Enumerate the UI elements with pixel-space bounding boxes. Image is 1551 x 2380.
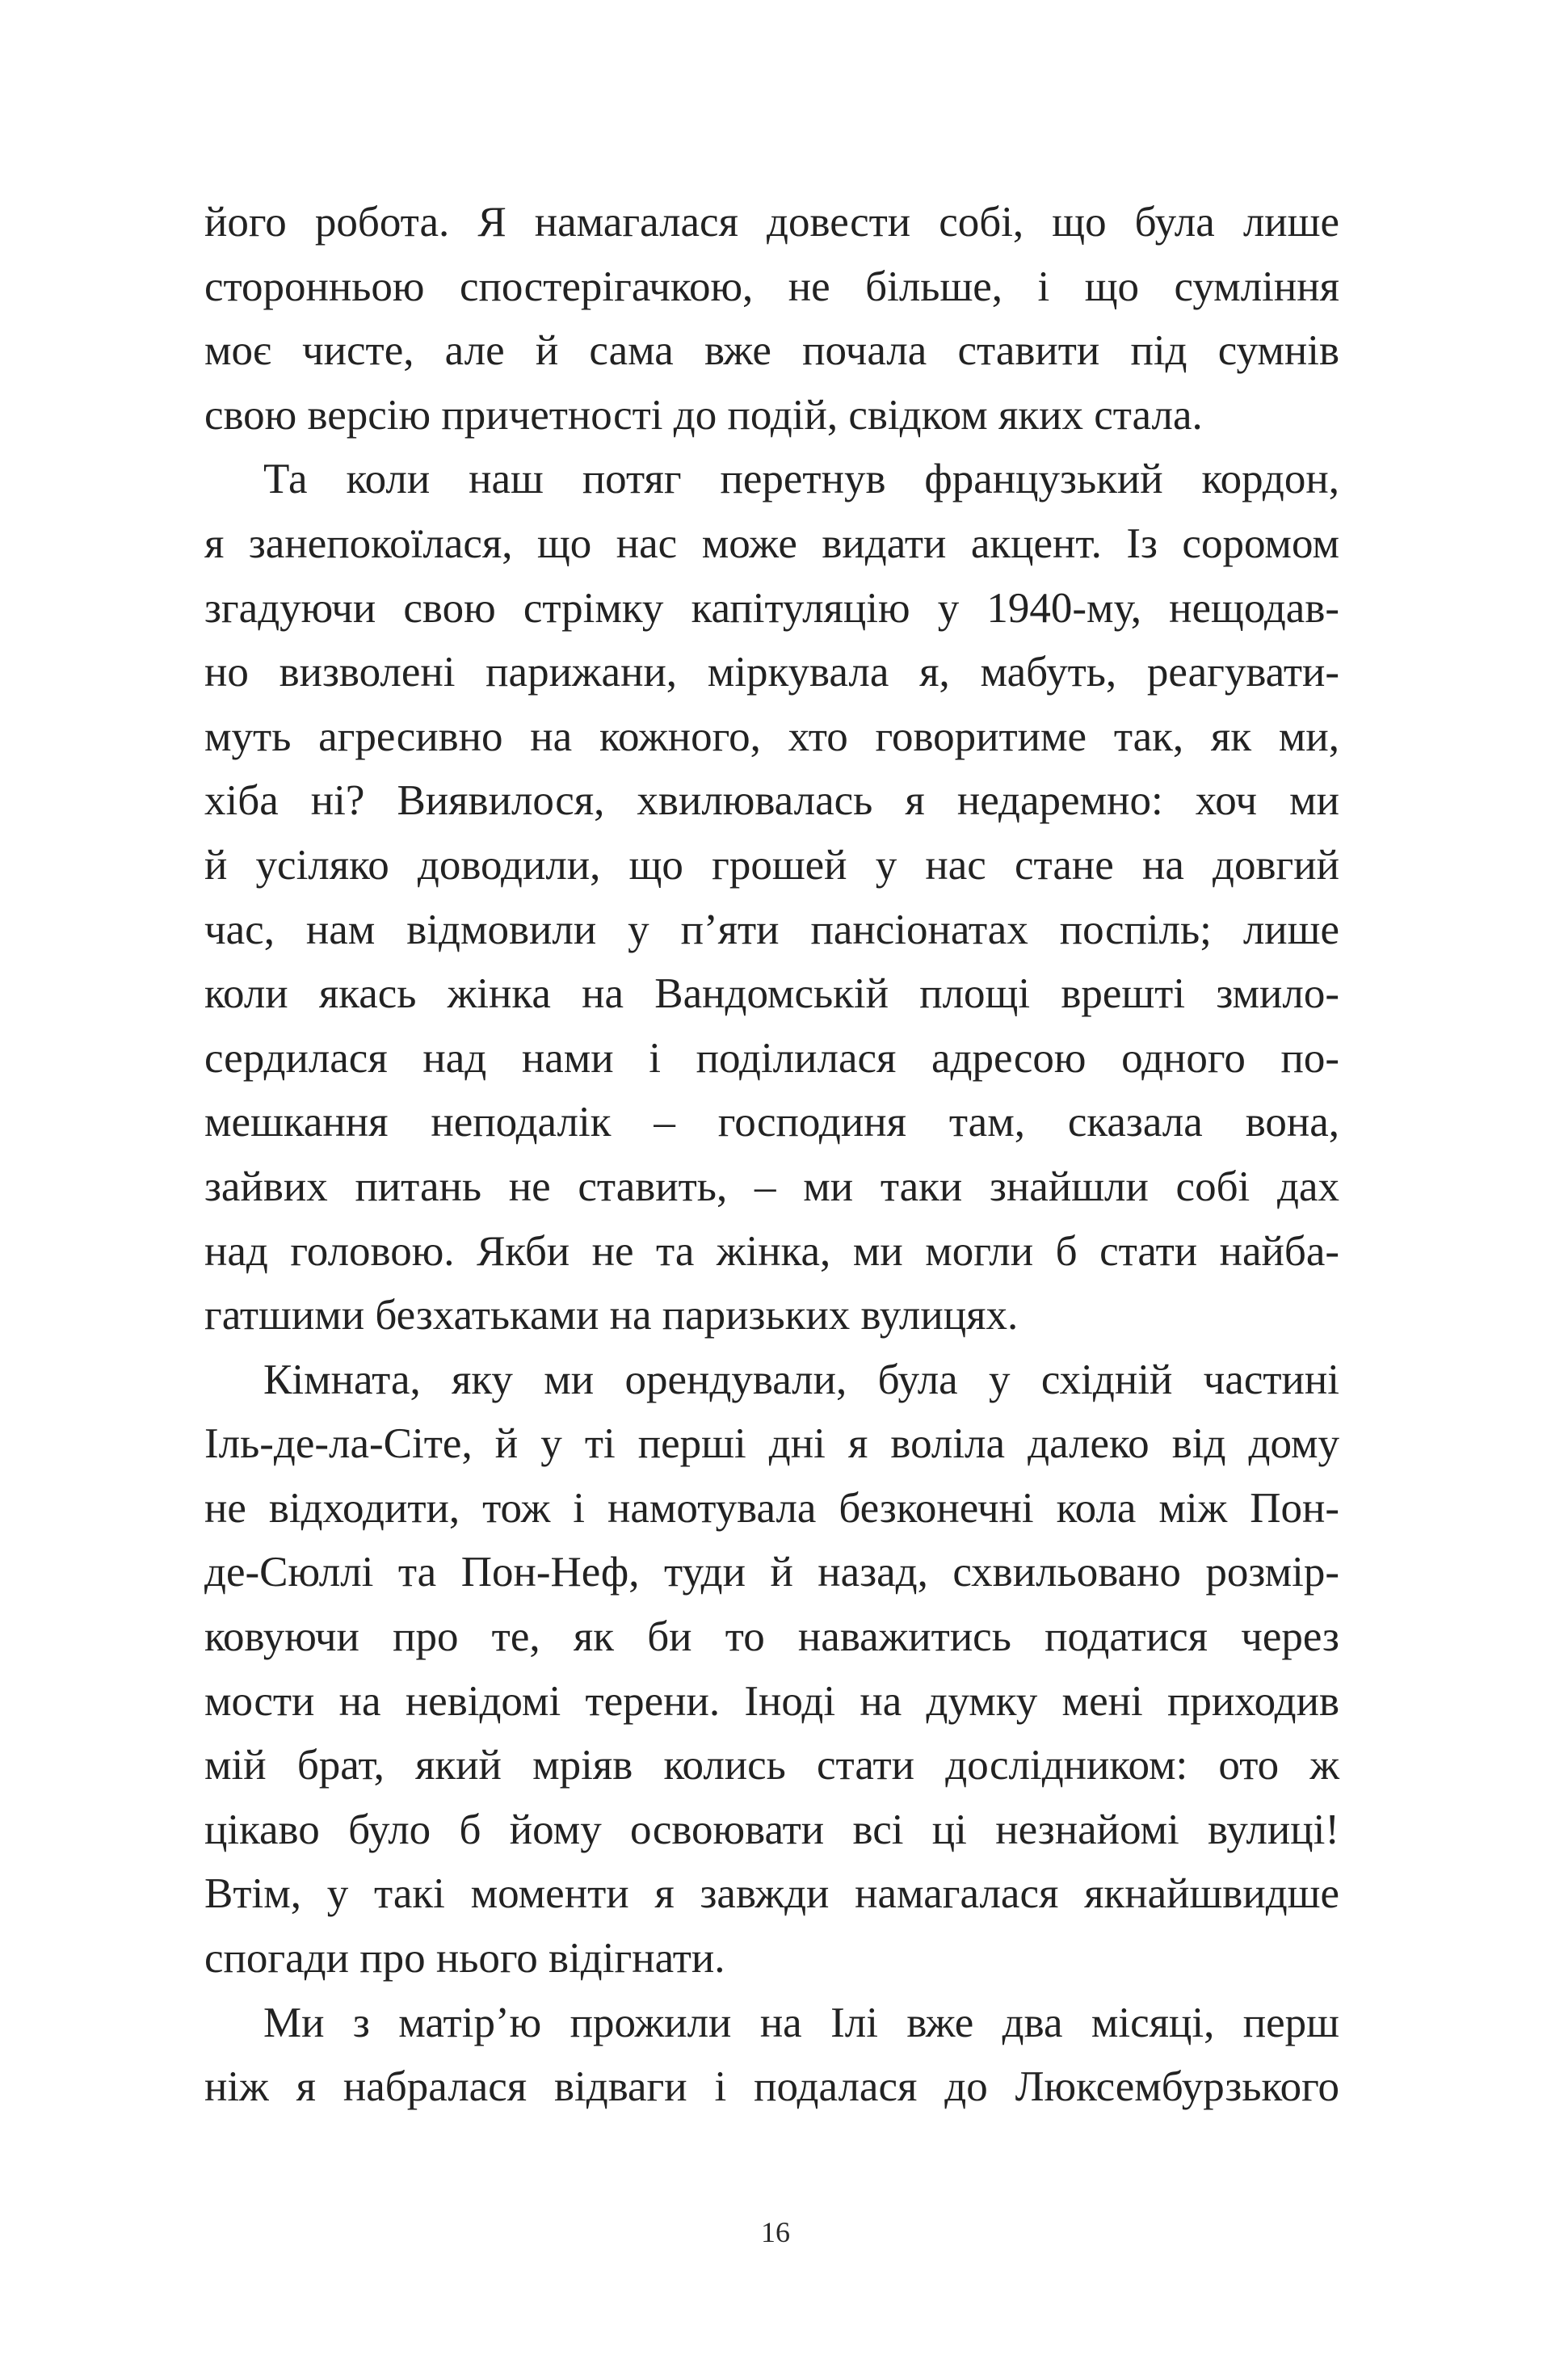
text-line: час, нам відмовили у п’яти пансіонатах поспіль; лише xyxy=(204,906,1339,953)
text-line: сердилася над нами і поділилася адресою одного по- xyxy=(204,1034,1339,1082)
text-line: мешкання неподалік – господиня там, сказала вона, xyxy=(204,1099,1339,1146)
text-line: зайвих питань не ставить, – ми таки знайшли собі дах xyxy=(204,1163,1339,1210)
text-line: моє чисте, але й сама вже почала ставити під сумнів xyxy=(204,327,1339,375)
text-line: його робота. Я намагалася довести собі, що була лише xyxy=(204,199,1339,246)
page-number: 16 xyxy=(761,2216,790,2248)
text-line: мости на невідомі терени. Іноді на думку мені приходив xyxy=(204,1677,1339,1725)
text-line: ковуючи про те, як би то наважитись податися через xyxy=(204,1613,1339,1661)
paragraph xyxy=(204,1348,1339,1991)
text-line: де-Сюллі та Пон-Неф, туди й назад, схвильовано розмір- xyxy=(204,1549,1339,1596)
paragraph xyxy=(204,448,1339,1348)
text-line: сторонньою спостерігачкою, не більше, і що сумління xyxy=(204,263,1339,310)
text-line: спогади про нього відігнати. xyxy=(204,1935,725,1983)
text-line: я занепокоїлася, що нас може видати акцент. Із соромом xyxy=(204,519,1339,567)
text-line: Та коли наш потяг перетнув французький кордон, xyxy=(263,456,1339,503)
paragraph xyxy=(204,1991,1339,2120)
text-line: муть агресивно на кожного, хто говоритиме так, як ми, xyxy=(204,713,1339,760)
text-line: над головою. Якби не та жінка, ми могли б стати найба- xyxy=(204,1227,1339,1275)
text-line: Втім, у такі моменти я завжди намагалася якнайшвидше xyxy=(204,1870,1339,1918)
text-line: но визволені парижани, міркувала я, мабуть, реагувати- xyxy=(204,649,1339,696)
text-line: згадуючи свою стрімку капітуляцію у 1940-му, нещодав- xyxy=(204,584,1339,632)
text-line: Іль-де-ла-Сіте, й у ті перші дні я воліла далеко від дому xyxy=(204,1420,1339,1468)
text-line: не відходити, тож і намотувала безконечні кола між Пон- xyxy=(204,1484,1339,1532)
body-text xyxy=(204,191,1339,2120)
text-line: цікаво було б йому освоювати всі ці незнайомі вулиці! xyxy=(204,1806,1339,1853)
text-line: хіба ні? Виявилося, хвилювалась я недаремно: хоч ми xyxy=(204,777,1339,825)
text-line: й усіляко доводили, що грошей у нас стане на довгий xyxy=(204,841,1339,889)
text-line: коли якась жінка на Вандомській площі врешті змило- xyxy=(204,970,1339,1018)
text-line: свою версію причетності до подій, свідком яких стала. xyxy=(204,391,1203,439)
text-line: гатшими безхатьками на паризьких вулицях. xyxy=(204,1292,1019,1339)
text-line: Кімната, яку ми орендували, була у східній частині xyxy=(263,1356,1339,1403)
text-line: мій брат, який мріяв колись стати дослідником: ото ж xyxy=(204,1742,1339,1789)
paragraph xyxy=(204,191,1339,448)
text-line: ніж я набралася відваги і подалася до Люксембурзького xyxy=(204,2063,1339,2111)
text-line: Ми з матір’ю прожили на Ілі вже два місяці, перш xyxy=(263,1999,1339,2046)
